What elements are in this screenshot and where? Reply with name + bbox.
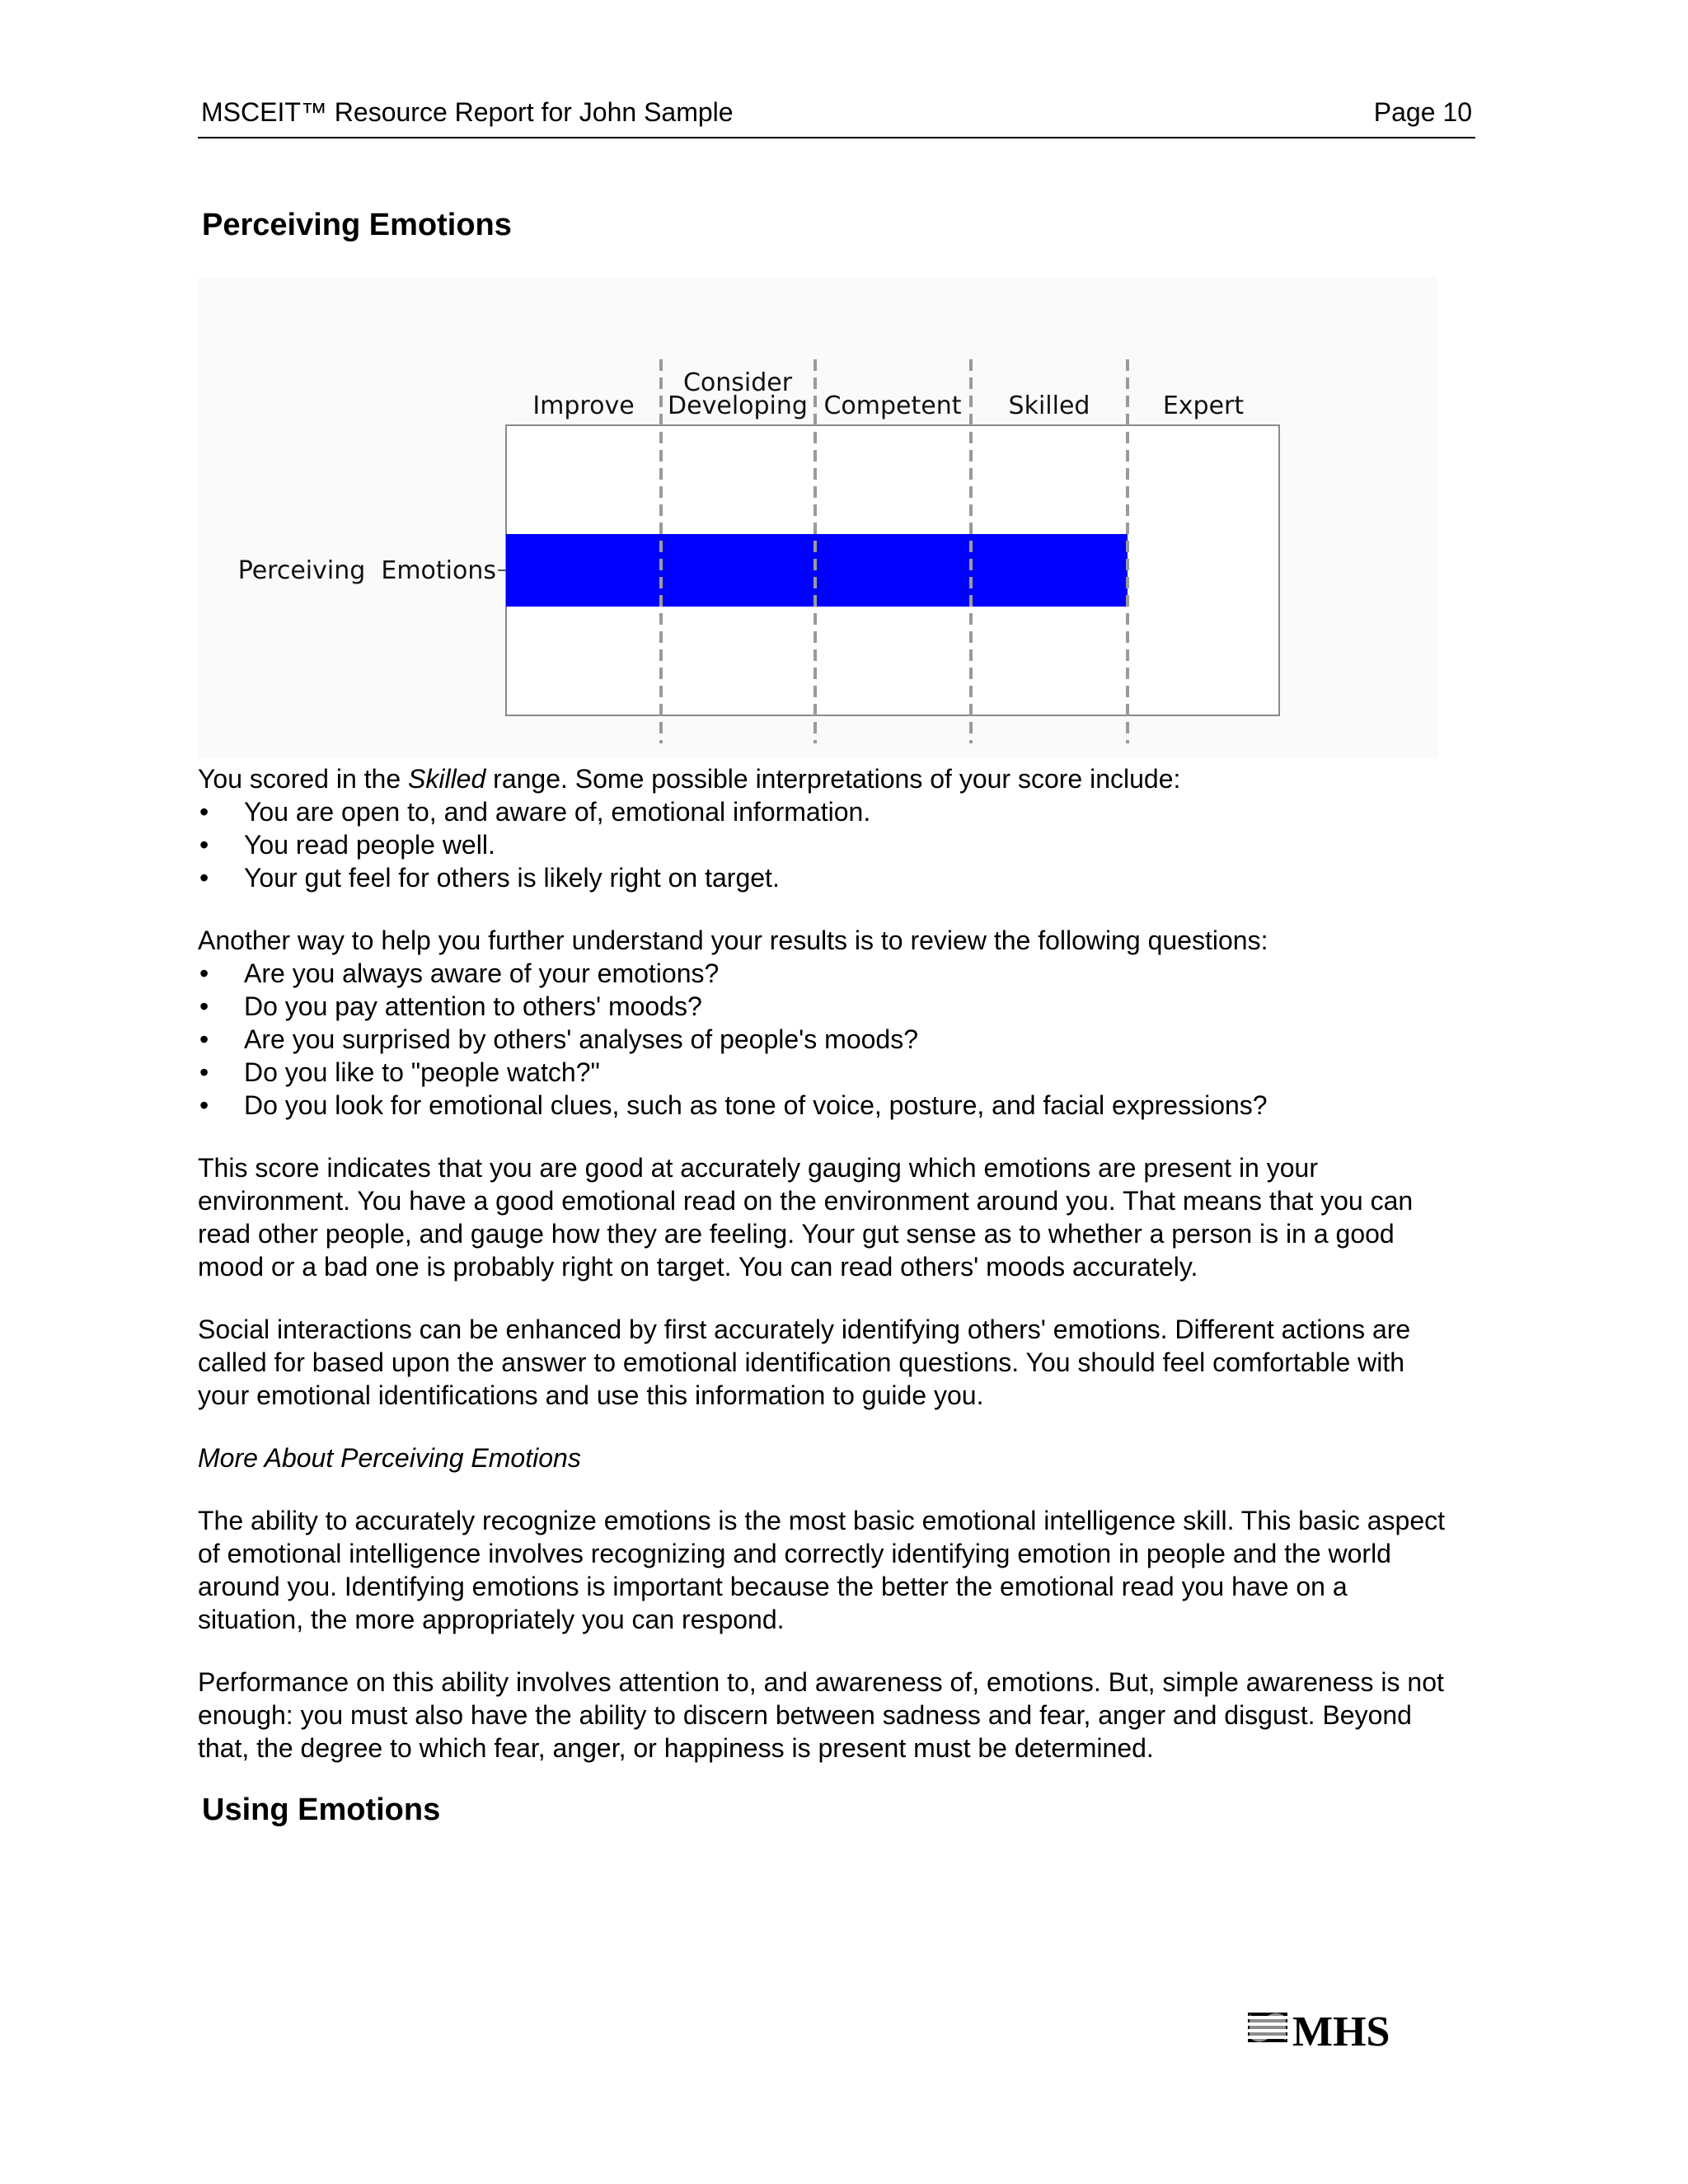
range-label-skilled: Skilled: [1008, 391, 1090, 420]
page-number: Page 10: [1373, 97, 1472, 127]
score-chart-svg: [198, 277, 1437, 758]
subheading-more-about: More About Perceiving Emotions: [198, 1443, 581, 1473]
category-label: Perceiving Emotions: [237, 556, 496, 585]
list-item: • You are open to, and aware of, emotional information.: [198, 795, 1451, 828]
range-label-improve: Improve: [532, 391, 635, 420]
range-label-competent: Competent: [823, 391, 962, 420]
list-item: • Are you always aware of your emotions?: [198, 957, 1451, 990]
score-chart: [198, 277, 1437, 758]
section-title-using: Using Emotions: [202, 1793, 441, 1827]
questions-list: [198, 957, 1451, 1122]
mhs-logo-icon: [1246, 2004, 1419, 2054]
paragraph-ability: The ability to accurately recognize emotions is the most basic emotional intelligence skill. This basic aspect of emotional intelligence involves recognizing and correctly identifying emotion in people and the world around you. Identifying emotions is important because the better the emotional read you have on a situation, the more appropriately you can respond.: [198, 1506, 1446, 1634]
list-item: • You read people well.: [198, 828, 1451, 861]
page-header: [198, 97, 1475, 138]
questions-intro: Another way to help you further understand your results is to review the following questions:: [198, 926, 1268, 955]
list-item: • Do you pay attention to others' moods?: [198, 990, 1451, 1023]
mhs-logo: [1246, 2004, 1419, 2054]
paragraph-score-meaning: This score indicates that you are good at accurately gauging which emotions are present in your environment. You have a good emotional read on the environment around you. That means that you can read other people, and gauge how they are feeling. Your gut sense as to whether a person is in a good mood or a bad one is probably right on target. You can read others' moods accurately.: [198, 1153, 1414, 1282]
score-summary: [198, 762, 1451, 795]
list-item: • Do you like to "people watch?": [198, 1056, 1451, 1089]
list-item: • Your gut feel for others is likely right on target.: [198, 861, 1451, 894]
score-range-word: Skilled: [408, 764, 486, 794]
score-prefix: You scored in the: [198, 764, 408, 794]
paragraph-performance: Performance on this ability involves attention to, and awareness of, emotions. But, simple awareness is not enough: you must also have the ability to discern between sadness and fear, anger and disgust. Beyond that, the degree to which fear, anger, or happiness is present must be determined.: [198, 1667, 1444, 1763]
report-body: [198, 762, 1451, 1765]
report-title: MSCEIT™ Resource Report for John Sample: [201, 97, 734, 127]
list-item: • Do you look for emotional clues, such as tone of voice, posture, and facial expressions?: [198, 1089, 1451, 1122]
range-label-consider-line1: Consider: [682, 368, 793, 397]
interpretations-list: [198, 795, 1451, 894]
section-title-perceiving: Perceiving Emotions: [202, 208, 512, 242]
logo-text: MHS: [1292, 2008, 1390, 2054]
range-label-consider-line2: Developing: [668, 391, 808, 420]
range-label-expert: Expert: [1162, 391, 1245, 420]
paragraph-social-interactions: Social interactions can be enhanced by first accurately identifying others' emotions. Different actions are called for based upon the answer to emotional identification questions. You should feel comfortable with your emotional identifications and use this information to guide you.: [198, 1315, 1411, 1410]
score-suffix: range. Some possible interpretations of your score include:: [485, 764, 1181, 794]
list-item: • Are you surprised by others' analyses of people's moods?: [198, 1023, 1451, 1056]
